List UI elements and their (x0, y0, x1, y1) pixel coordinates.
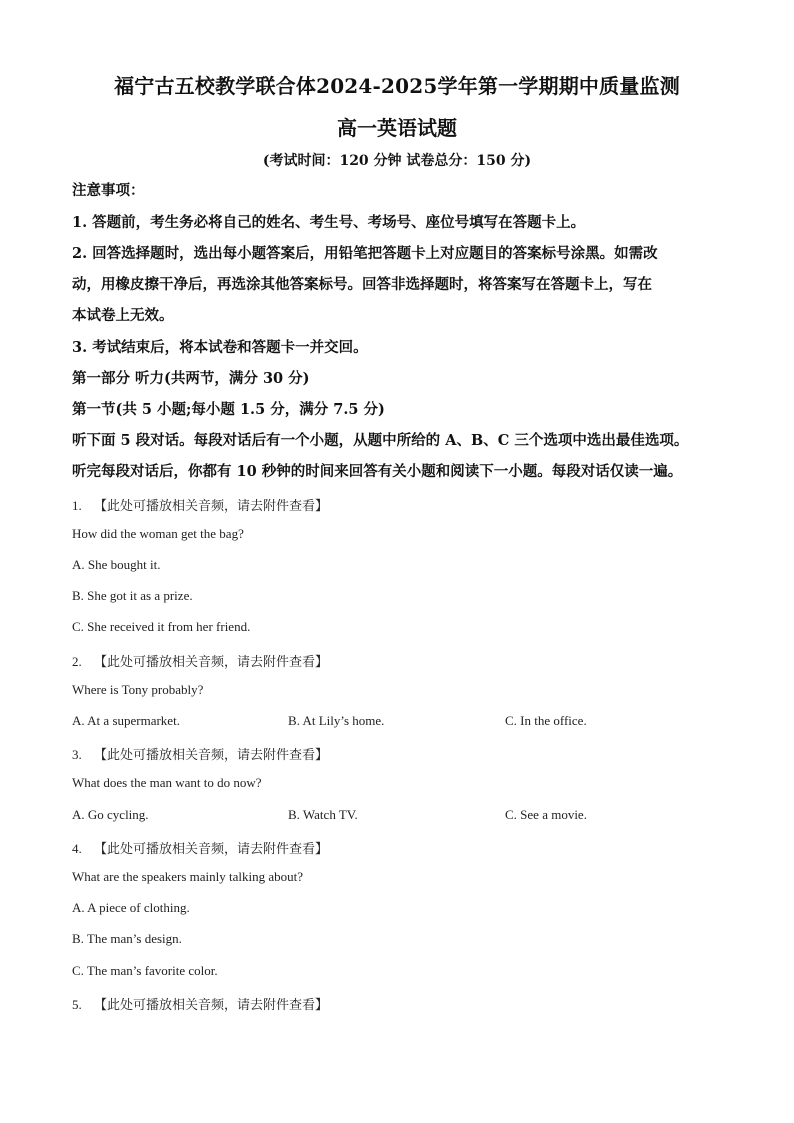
notice-item-2-line-2: 动，用橡皮擦干净后，再选涂其他答案标号。回答非选择题时，将答案写在答题卡上，写在 (72, 276, 652, 293)
notice-item-2-line-3: 本试卷上无效。 (72, 307, 174, 324)
question-4-option-a[interactable]: A. A piece of clothing. (72, 900, 190, 915)
audio-note-3[interactable] (72, 744, 328, 763)
question-number: 2. (72, 654, 82, 669)
section-heading: 第一节(共 5 小题;每小题 1.5 分，满分 7.5 分) (72, 401, 385, 418)
audio-note-2[interactable] (72, 651, 328, 670)
instruction-line-1: 听下面 5 段对话。每段对话后有一个小题，从题中所给的 A、B、C 三个选项中选出最佳选项。 (72, 432, 689, 449)
question-2-text: Where is Tony probably? (72, 682, 204, 697)
audio-note-text: 【此处可播放相关音频，请去附件查看】 (94, 498, 329, 513)
question-number: 3. (72, 747, 82, 762)
question-4-option-c[interactable]: C. The man’s favorite color. (72, 963, 218, 978)
part-heading: 第一部分 听力(共两节，满分 30 分) (72, 370, 310, 387)
question-2-option-b[interactable]: B. At Lily’s home. (288, 713, 385, 728)
exam-info: (考试时间：120 分钟 试卷总分：150 分) (262, 153, 532, 169)
exam-title: 福宁古五校教学联合体2024-2025学年第一学期期中质量监测 (114, 74, 680, 98)
instruction-line-2: 听完每段对话后，你都有 10 秒钟的时间来回答有关小题和阅读下一小题。每段对话仅读一遍。 (72, 463, 683, 480)
notice-item-1: 1. 答题前，考生务必将自己的姓名、考生号、考场号、座位号填写在答题卡上。 (72, 214, 586, 231)
question-1-text: How did the woman get the bag? (72, 526, 244, 541)
audio-note-4[interactable] (72, 838, 328, 857)
notice-item-3: 3. 考试结束后，将本试卷和答题卡一并交回。 (72, 339, 368, 356)
audio-note-5[interactable] (72, 994, 328, 1013)
question-4-option-b[interactable]: B. The man’s design. (72, 931, 182, 946)
audio-note-1[interactable] (72, 495, 328, 514)
question-number: 1. (72, 498, 82, 513)
exam-subtitle: 高一英语试题 (337, 116, 457, 140)
question-number: 5. (72, 997, 82, 1012)
notice-heading: 注意事项： (72, 182, 145, 199)
question-number: 4. (72, 841, 82, 856)
question-2-option-c[interactable]: C. In the office. (505, 713, 587, 728)
question-2-option-a[interactable]: A. At a supermarket. (72, 713, 180, 728)
question-4-text: What are the speakers mainly talking about? (72, 869, 304, 884)
question-3-option-b[interactable]: B. Watch TV. (288, 807, 358, 822)
question-3-option-c[interactable]: C. See a movie. (505, 807, 587, 822)
audio-note-text: 【此处可播放相关音频，请去附件查看】 (94, 747, 329, 762)
question-1-option-a[interactable]: A. She bought it. (72, 557, 161, 572)
question-3-option-a[interactable]: A. Go cycling. (72, 807, 149, 822)
question-1-option-b[interactable]: B. She got it as a prize. (72, 588, 193, 603)
question-1-option-c[interactable]: C. She received it from her friend. (72, 619, 251, 634)
notice-item-2-line-1: 2. 回答选择题时，选出每小题答案后，用铅笔把答题卡上对应题目的答案标号涂黑。如需改 (72, 245, 658, 262)
audio-note-text: 【此处可播放相关音频，请去附件查看】 (94, 841, 329, 856)
audio-note-text: 【此处可播放相关音频，请去附件查看】 (94, 654, 329, 669)
audio-note-text: 【此处可播放相关音频，请去附件查看】 (94, 997, 329, 1012)
question-3-text: What does the man want to do now? (72, 775, 262, 790)
